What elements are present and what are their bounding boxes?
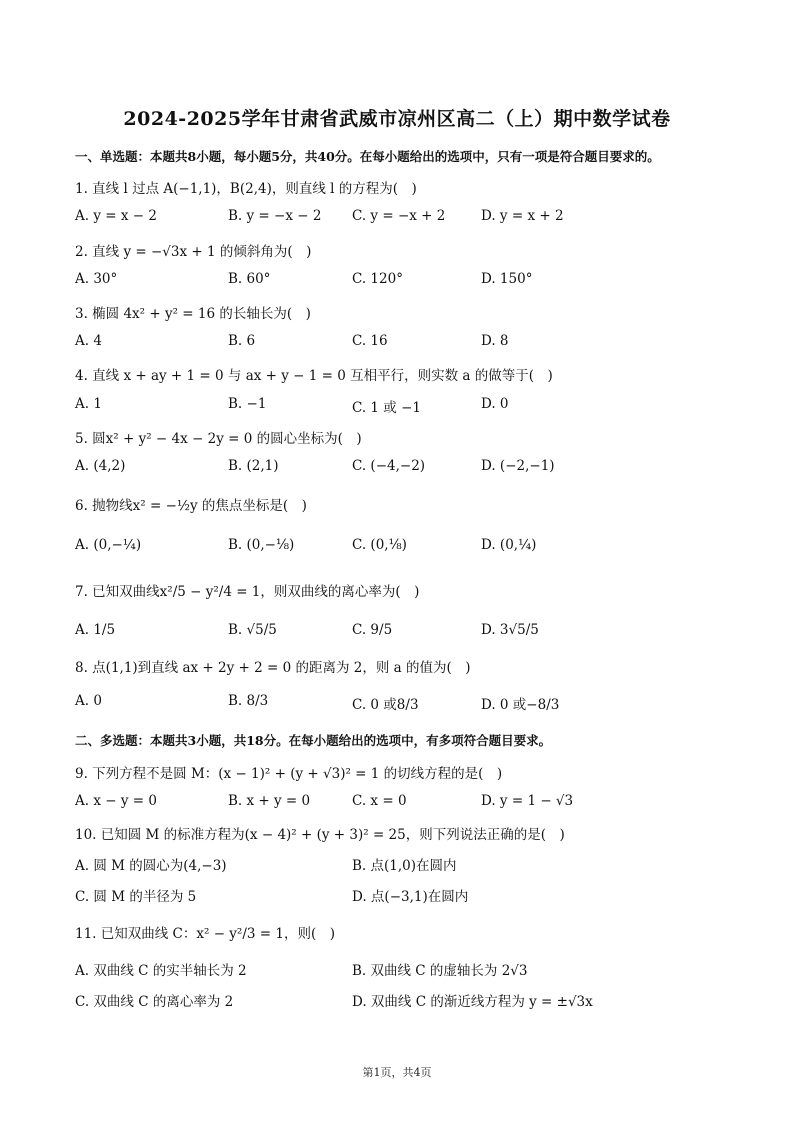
q1-option-d: D. y = x + 2: [481, 208, 564, 224]
question-9: 9. 下列方程不是圆 M：(x − 1)² + (y + √3)² = 1 的切线方程的是( ): [75, 766, 503, 782]
q5-option-b: B. (2,1): [228, 458, 279, 474]
q5-option-c: C. (−4,−2): [352, 458, 426, 474]
q6-option-d: D. (0,¼): [481, 537, 537, 553]
q7-option-c: C. 9/5: [352, 622, 393, 638]
question-10: 10. 已知圆 M 的标准方程为(x − 4)² + (y + 3)² = 25，则下列说法正确的是( ): [75, 827, 565, 843]
q11-option-c: C. 双曲线 C 的离心率为 2: [75, 994, 234, 1010]
q3-option-c: C. 16: [352, 333, 388, 349]
q2-option-b: B. 60°: [228, 271, 271, 287]
q4-option-a: A. 1: [75, 396, 102, 412]
q8-option-b: B. 8/3: [228, 693, 269, 709]
q9-option-c: C. x = 0: [352, 793, 407, 809]
q8-option-c: C. 0 或8/3: [352, 697, 419, 713]
q8-option-d: D. 0 或−8/3: [481, 697, 560, 713]
question-2: 2. 直线 y = −√3x + 1 的倾斜角为( ): [75, 244, 312, 260]
q6-option-b: B. (0,−⅛): [228, 537, 295, 553]
q3-option-b: B. 6: [228, 333, 256, 349]
q1-option-a: A. y = x − 2: [75, 208, 157, 224]
q9-option-d: D. y = 1 − √3: [481, 793, 574, 809]
q2-option-d: D. 150°: [481, 271, 533, 287]
q6-option-a: A. (0,−¼): [75, 537, 142, 553]
q2-option-c: C. 120°: [352, 271, 403, 287]
section-heading-multiple-choice: 二、多选题：本题共3小题，共18分。在每小题给出的选项中，有多项符合题目要求。: [75, 733, 552, 748]
q9-option-b: B. x + y = 0: [228, 793, 311, 809]
question-4: 4. 直线 x + ay + 1 = 0 与 ax + y − 1 = 0 互相平行，则实数 a 的做等于( ): [75, 368, 553, 384]
q11-option-b: B. 双曲线 C 的虚轴长为 2√3: [352, 963, 528, 979]
question-11: 11. 已知双曲线 C：x² − y²/3 = 1，则( ): [75, 926, 335, 942]
q1-option-b: B. y = −x − 2: [228, 208, 322, 224]
page-footer: 第1页，共4页: [362, 1066, 432, 1079]
question-1: 1. 直线 l 过点 A(−1,1)，B(2,4)，则直线 l 的方程为( ): [75, 181, 417, 197]
q6-option-c: C. (0,⅛): [352, 537, 407, 553]
q5-option-a: A. (4,2): [75, 458, 126, 474]
q10-option-d: D. 点(−3,1)在圆内: [352, 889, 469, 905]
q9-option-a: A. x − y = 0: [75, 793, 157, 809]
page-title: 2024-2025学年甘肃省武威市凉州区高二（上）期中数学试卷: [123, 108, 671, 130]
section-heading-single-choice: 一、单选题：本题共8小题，每小题5分，共40分。在每小题给出的选项中，只有一项是符合题目要求的。: [75, 149, 660, 164]
q10-option-a: A. 圆 M 的圆心为(4,−3): [75, 858, 227, 874]
question-7: 7. 已知双曲线x²/5 − y²/4 = 1，则双曲线的离心率为( ): [75, 584, 420, 600]
q7-option-d: D. 3√5/5: [481, 622, 539, 638]
q3-option-a: A. 4: [75, 333, 102, 349]
question-3: 3. 椭圆 4x² + y² = 16 的长轴长为( ): [75, 306, 311, 322]
q11-option-a: A. 双曲线 C 的实半轴长为 2: [75, 963, 247, 979]
q7-option-a: A. 1/5: [75, 622, 116, 638]
question-8: 8. 点(1,1)到直线 ax + 2y + 2 = 0 的距离为 2，则 a 的值为( ): [75, 660, 471, 676]
question-6: 6. 抛物线x² = −½y 的焦点坐标是( ): [75, 498, 307, 514]
q8-option-a: A. 0: [75, 693, 102, 709]
q2-option-a: A. 30°: [75, 271, 118, 287]
q10-option-c: C. 圆 M 的半径为 5: [75, 889, 197, 905]
q5-option-d: D. (−2,−1): [481, 458, 555, 474]
q7-option-b: B. √5/5: [228, 622, 277, 638]
q11-option-d: D. 双曲线 C 的渐近线方程为 y = ±√3x: [352, 994, 593, 1010]
question-5: 5. 圆x² + y² − 4x − 2y = 0 的圆心坐标为( ): [75, 431, 362, 447]
q4-option-b: B. −1: [228, 396, 267, 412]
q10-option-b: B. 点(1,0)在圆内: [352, 858, 457, 874]
q3-option-d: D. 8: [481, 333, 509, 349]
q1-option-c: C. y = −x + 2: [352, 208, 446, 224]
q4-option-c: C. 1 或 −1: [352, 400, 422, 416]
q4-option-d: D. 0: [481, 396, 509, 412]
